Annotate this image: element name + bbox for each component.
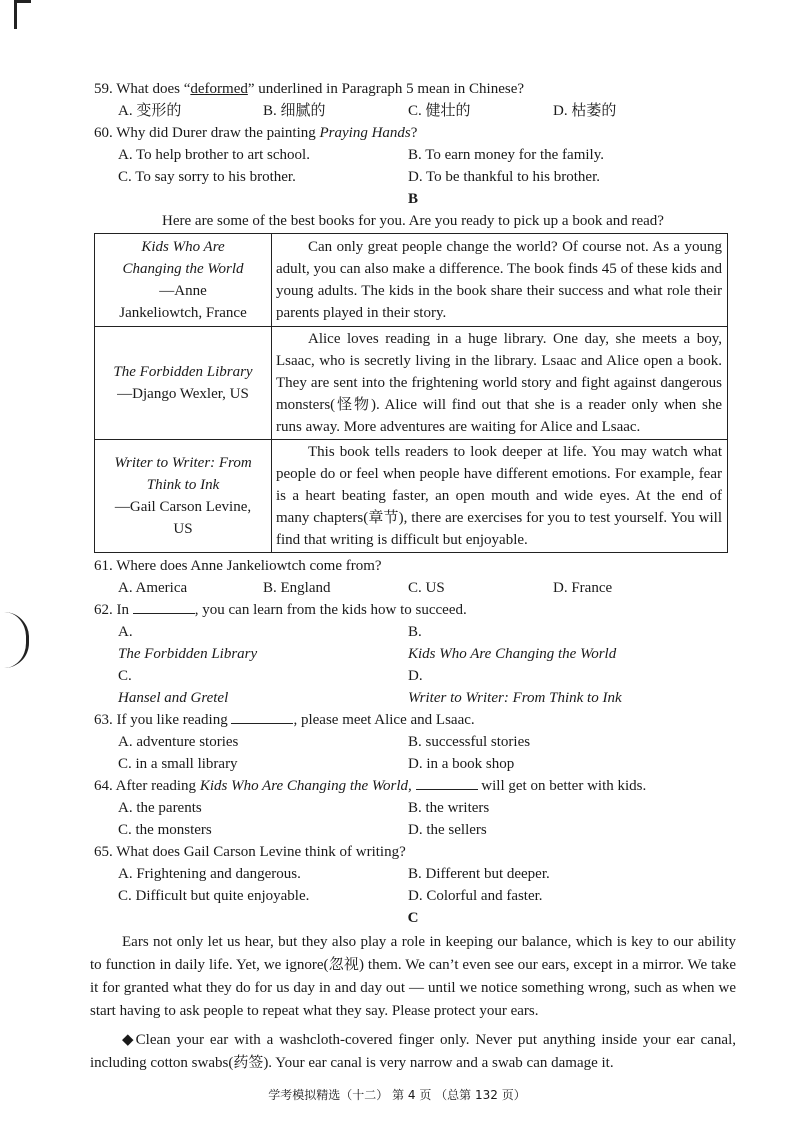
question-60-options-row1	[118, 144, 736, 166]
option-b: B. 细腻的	[263, 103, 326, 119]
painting-title: Praying Hands	[319, 125, 411, 141]
binding-mark	[4, 612, 29, 668]
table-row	[95, 327, 728, 440]
option-c: C. US	[408, 580, 445, 596]
table-row	[95, 440, 728, 553]
option-letter: B.	[408, 624, 422, 640]
description-text: Alice loves reading in a huge library. One day, she meets a boy, Lsaac, who is secretly living in the library. Lsaac and Alice open a book. They are sent into the frightening world story and fight against dangerous monsters(怪物). Alice will find out that she is a reader only when she runs away. More adventures are waiting for Alice and Lsaac.	[276, 331, 722, 435]
question-63-options-row2	[118, 753, 736, 775]
question-62-options-row2	[118, 665, 736, 709]
option-d	[408, 665, 698, 709]
question-stem-end: ?	[410, 125, 418, 141]
option-d: D. in a book shop	[408, 756, 515, 772]
book-title-cell	[95, 234, 272, 327]
book-author: US	[173, 521, 193, 537]
question-stem: 63. If you like reading	[94, 712, 232, 728]
book-description	[272, 327, 728, 440]
question-59-options	[118, 100, 736, 122]
option-c: C. in a small library	[118, 756, 238, 772]
option-a	[118, 621, 408, 665]
question-stem: 59. What does “	[94, 81, 191, 97]
option-a: A. adventure stories	[118, 734, 239, 750]
answer-blank	[231, 709, 293, 724]
option-text: Kids Who Are Changing the World	[408, 646, 617, 662]
question-62-options-row1	[118, 621, 736, 665]
question-stem: 62. In	[94, 602, 133, 618]
question-62	[94, 599, 736, 621]
question-60-options-row2	[118, 166, 736, 188]
passage-paragraph-2: ◆Clean your ear with a washcloth-covered finger only. Never put anything inside your ear canal, including cotton swabs(药签). Your ear canal is very narrow and a swab can damage it.	[90, 1032, 736, 1071]
question-stem: 64. After reading	[94, 778, 200, 794]
option-d: D. Colorful and faster.	[408, 888, 543, 904]
option-a: A. 变形的	[118, 103, 182, 119]
option-c: C. the monsters	[118, 822, 212, 838]
question-65: 65. What does Gail Carson Levine think of writing?	[94, 844, 406, 860]
exam-page	[90, 78, 736, 1075]
question-stem: 60. Why did Durer draw the painting	[94, 125, 320, 141]
book-author: —Django Wexler, US	[117, 386, 249, 402]
description-text: Can only great people change the world? Of course not. As a young adult, you can also make a difference. The book finds 45 of these kids and young adults. The kids in the book share their success and what role their parents played in their story.	[276, 239, 722, 321]
option-a: A. Frightening and dangerous.	[118, 866, 301, 882]
option-c: C. Difficult but quite enjoyable.	[118, 888, 310, 904]
option-text: The Forbidden Library	[118, 646, 258, 662]
book-title-cell	[95, 440, 272, 553]
question-64-options-row1	[118, 797, 736, 819]
book-author: —Gail Carson Levine,	[114, 499, 252, 515]
question-63	[94, 709, 736, 731]
option-letter: C.	[118, 668, 132, 684]
option-b	[408, 621, 698, 665]
option-d: D. To be thankful to his brother.	[408, 169, 600, 185]
question-stem-end: , you can learn from the kids how to succeed.	[194, 602, 467, 618]
section-c-heading: C	[407, 910, 419, 926]
option-b: B. Different but deeper.	[408, 866, 550, 882]
option-d: D. 枯萎的	[553, 103, 617, 119]
question-60	[94, 122, 736, 144]
book-title: Changing the World	[122, 261, 244, 277]
book-author: —Anne	[159, 283, 207, 299]
option-letter: D.	[408, 668, 423, 684]
book-author: Jankeliowtch, France	[119, 305, 247, 321]
description-text: This book tells readers to look deeper at life. You may watch what people do or feel when people have different emotions. For example, fear is a heart beating faster, an open mouth and wide eyes. At the end of many chapters(章节), there are exercises for you to test yourself. You will find that writing is difficult but enjoyable.	[276, 444, 722, 548]
question-65-options-row2	[118, 885, 736, 907]
book-title-reference: Kids Who Are Changing the World,	[199, 778, 412, 794]
question-65-options-row1	[118, 863, 736, 885]
book-title: Kids Who Are	[141, 239, 225, 255]
section-b-heading: B	[407, 191, 418, 207]
question-64-options-row2	[118, 819, 736, 841]
answer-blank	[133, 599, 195, 614]
section-b-intro: Here are some of the best books for you. Are you ready to pick up a book and read?	[162, 213, 664, 229]
question-61: 61. Where does Anne Jankeliowtch come from?	[94, 558, 382, 574]
option-c: C. To say sorry to his brother.	[118, 169, 296, 185]
option-b: B. successful stories	[408, 734, 531, 750]
option-text: Hansel and Gretel	[118, 690, 229, 706]
book-title-cell	[95, 327, 272, 440]
option-a: A. To help brother to art school.	[118, 147, 310, 163]
option-a: A. the parents	[118, 800, 202, 816]
book-title: The Forbidden Library	[113, 364, 253, 380]
books-table	[94, 233, 728, 553]
underlined-word: deformed	[190, 81, 248, 97]
option-text: Writer to Writer: From Think to Ink	[408, 690, 622, 706]
question-stem-end: , please meet Alice and Lsaac.	[293, 712, 475, 728]
passage-paragraph-1: Ears not only let us hear, but they also play a role in keeping our balance, which is key to our ability to function in daily life. Yet, we ignore(忽视) them. We can’t even see our ears, except in a mirror. We take it for granted what they do for us day in and day out — until we notice something wrong, such as when we start having to ask people to repeat what they say. Please protect your ears.	[90, 934, 736, 1019]
book-description	[272, 234, 728, 327]
book-title: Writer to Writer: From	[114, 455, 252, 471]
answer-blank	[416, 775, 478, 790]
question-64	[94, 775, 736, 797]
option-d: D. the sellers	[408, 822, 487, 838]
option-b: B. To earn money for the family.	[408, 147, 604, 163]
option-d: D. France	[553, 580, 613, 596]
option-c	[118, 665, 408, 709]
option-b: B. the writers	[408, 800, 490, 816]
question-59	[94, 78, 736, 100]
option-b: B. England	[263, 580, 331, 596]
question-stem-end: ” underlined in Paragraph 5 mean in Chinese?	[247, 81, 525, 97]
question-stem-end: will get on better with kids.	[477, 778, 647, 794]
question-61-options	[118, 577, 736, 599]
book-description	[272, 440, 728, 553]
question-63-options-row1	[118, 731, 736, 753]
book-title: Think to Ink	[146, 477, 220, 493]
option-c: C. 健壮的	[408, 103, 471, 119]
option-a: A. America	[118, 580, 188, 596]
option-letter: A.	[118, 624, 133, 640]
table-row	[95, 234, 728, 327]
page-footer: 学考模拟精选（十二） 第 4 页 （总第 132 页）	[268, 1088, 526, 1102]
corner-crop-mark	[14, 0, 31, 29]
